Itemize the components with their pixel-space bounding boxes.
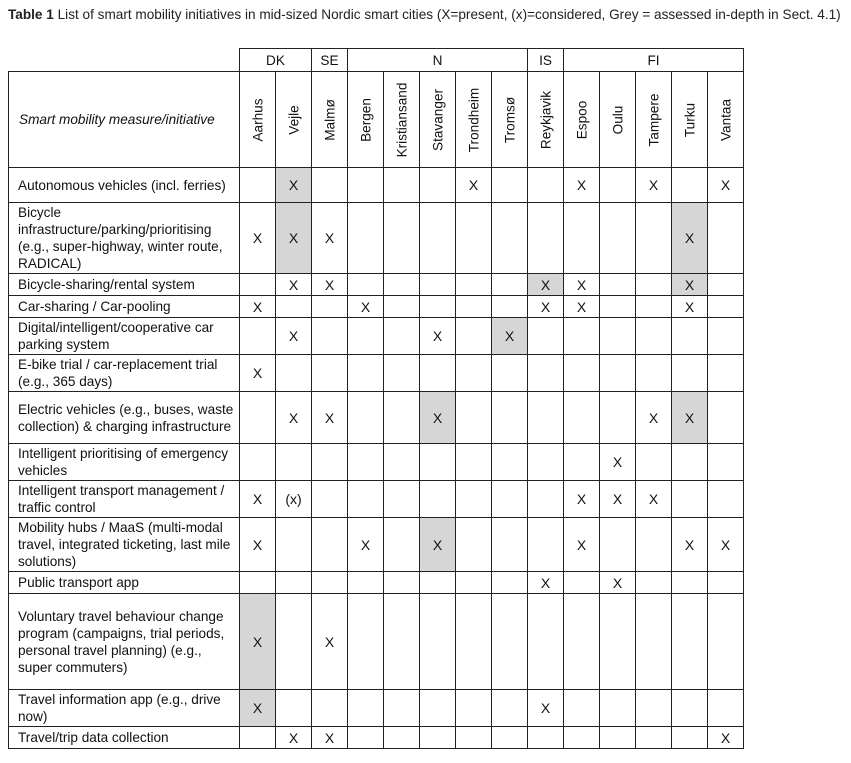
table-cell (600, 392, 636, 444)
table-cell (348, 355, 384, 392)
table-cell: X (672, 392, 708, 444)
table-cell (708, 203, 744, 274)
table-cell: (x) (276, 481, 312, 518)
table-cell (528, 203, 564, 274)
table-cell (636, 444, 672, 481)
table-cell (492, 355, 528, 392)
table-cell (420, 274, 456, 296)
table-cell (600, 355, 636, 392)
table-cell: X (528, 572, 564, 594)
table-cell: X (672, 274, 708, 296)
table-cell (456, 690, 492, 727)
table-cell (672, 572, 708, 594)
table-row (9, 481, 744, 518)
table-cell: X (420, 392, 456, 444)
table-cell: X (240, 594, 276, 690)
table-cell (384, 444, 420, 481)
table-cell (528, 594, 564, 690)
table-cell: X (276, 727, 312, 749)
table-cell (672, 355, 708, 392)
table-cell: X (276, 392, 312, 444)
table-number: Table 1 (8, 7, 54, 22)
table-cell (492, 594, 528, 690)
table-cell (636, 355, 672, 392)
table-cell (564, 203, 600, 274)
table-cell (492, 690, 528, 727)
table-cell (384, 355, 420, 392)
table-cell (240, 168, 276, 203)
measure-label: Travel/trip data collection (9, 727, 240, 749)
table-cell (636, 690, 672, 727)
table-row (9, 690, 744, 727)
city-header (456, 72, 492, 168)
table-cell (348, 727, 384, 749)
table-cell (384, 594, 420, 690)
table-cell: X (672, 203, 708, 274)
table-cell: X (528, 296, 564, 318)
table-cell: X (240, 518, 276, 572)
table-cell (276, 690, 312, 727)
table-row (9, 572, 744, 594)
table-cell (528, 444, 564, 481)
table-cell: X (456, 168, 492, 203)
city-name: Kristiansand (394, 82, 409, 157)
table-cell (312, 518, 348, 572)
table-cell (348, 274, 384, 296)
measure-label: Electric vehicles (e.g., buses, waste collection) & charging infrastructure (9, 392, 240, 444)
city-header (528, 72, 564, 168)
table-cell (528, 318, 564, 355)
caption-text: List of smart mobility initiatives in mid-sized Nordic smart cities (X=present, (x)=considered, Grey = assessed in-depth in Sect. 4.1) (53, 7, 841, 22)
table-cell (492, 203, 528, 274)
table-row (9, 444, 744, 481)
table-cell: X (672, 296, 708, 318)
city-name: Espoo (574, 100, 589, 139)
table-cell (312, 296, 348, 318)
measure-label: Voluntary travel behaviour change program (campaigns, trial periods, personal travel planning) (e.g., super commuters) (9, 594, 240, 690)
table-cell (420, 690, 456, 727)
table-cell (492, 392, 528, 444)
table-cell: X (276, 168, 312, 203)
table-cell (492, 727, 528, 749)
table-cell (312, 572, 348, 594)
table-cell (636, 727, 672, 749)
measure-label: Bicycle-sharing/rental system (9, 274, 240, 296)
table-cell (456, 203, 492, 274)
table-cell (420, 727, 456, 749)
table-cell (420, 168, 456, 203)
table-cell (348, 594, 384, 690)
table-cell (600, 690, 636, 727)
city-name: Bergen (358, 97, 373, 142)
table-cell: X (312, 727, 348, 749)
table-row (9, 355, 744, 392)
table-body (9, 168, 744, 749)
table-cell: X (564, 274, 600, 296)
table-cell: X (600, 444, 636, 481)
table-cell (492, 481, 528, 518)
country-header-is: IS (528, 49, 564, 72)
city-header (276, 72, 312, 168)
table-cell (636, 203, 672, 274)
table-cell (276, 594, 312, 690)
table-cell: X (636, 481, 672, 518)
table-cell (672, 444, 708, 481)
table-cell (276, 296, 312, 318)
table-caption (8, 6, 842, 24)
table-cell: X (240, 355, 276, 392)
table-cell: X (240, 481, 276, 518)
table-cell (348, 690, 384, 727)
city-name: Turku (682, 102, 697, 137)
table-cell: X (312, 203, 348, 274)
city-header (672, 72, 708, 168)
table-cell (456, 518, 492, 572)
city-header (564, 72, 600, 168)
table-row (9, 518, 744, 572)
country-header-row (9, 49, 744, 72)
table-cell: X (708, 727, 744, 749)
table-cell (276, 444, 312, 481)
city-header (384, 72, 420, 168)
table-cell: X (600, 572, 636, 594)
measure-label: Public transport app (9, 572, 240, 594)
measure-label: Autonomous vehicles (incl. ferries) (9, 168, 240, 203)
table-cell (456, 727, 492, 749)
table-cell: X (708, 518, 744, 572)
table-cell: X (564, 296, 600, 318)
table-cell (420, 296, 456, 318)
table-cell (492, 444, 528, 481)
table-cell (240, 392, 276, 444)
city-header (708, 72, 744, 168)
table-cell (240, 572, 276, 594)
table-cell (348, 572, 384, 594)
table-cell (348, 168, 384, 203)
table-cell (456, 318, 492, 355)
table-cell (240, 318, 276, 355)
table-cell (528, 481, 564, 518)
measure-column-header: Smart mobility measure/initiative (9, 72, 240, 168)
country-header-se: SE (312, 49, 348, 72)
table-cell (456, 274, 492, 296)
table-cell: X (564, 518, 600, 572)
table-cell (492, 572, 528, 594)
table-cell (564, 727, 600, 749)
table-cell: X (564, 168, 600, 203)
city-name: Reykjavik (538, 90, 553, 149)
table-cell (672, 168, 708, 203)
table-cell (348, 203, 384, 274)
table-cell (528, 355, 564, 392)
table-cell: X (564, 481, 600, 518)
table-cell: X (420, 318, 456, 355)
table-cell (600, 203, 636, 274)
table-row (9, 274, 744, 296)
table-cell (600, 168, 636, 203)
table-cell (708, 444, 744, 481)
table-cell (636, 518, 672, 572)
city-name: Vantaa (718, 98, 733, 141)
table-cell: X (492, 318, 528, 355)
smart-mobility-table (8, 48, 744, 749)
table-cell (708, 318, 744, 355)
table-cell (708, 690, 744, 727)
table-cell (240, 727, 276, 749)
table-cell (528, 518, 564, 572)
table-cell (672, 594, 708, 690)
table-cell (312, 690, 348, 727)
table-cell (420, 481, 456, 518)
table-cell (384, 727, 420, 749)
table-cell (600, 518, 636, 572)
measure-label: Car-sharing / Car-pooling (9, 296, 240, 318)
table-cell (240, 274, 276, 296)
table-cell (564, 690, 600, 727)
table-cell (420, 572, 456, 594)
table-cell (600, 594, 636, 690)
table-cell (456, 572, 492, 594)
table-cell (312, 444, 348, 481)
table-cell (384, 690, 420, 727)
table-cell (492, 296, 528, 318)
table-cell (528, 168, 564, 203)
table-cell (708, 274, 744, 296)
table-cell (456, 296, 492, 318)
city-header (420, 72, 456, 168)
city-name: Tampere (646, 93, 661, 146)
table-cell (636, 274, 672, 296)
table-cell: X (636, 168, 672, 203)
table-cell (492, 168, 528, 203)
table-row (9, 727, 744, 749)
table-cell: X (348, 296, 384, 318)
table-cell (384, 572, 420, 594)
table-cell (636, 296, 672, 318)
table-cell: X (276, 318, 312, 355)
table-cell: X (672, 518, 708, 572)
table-cell (492, 274, 528, 296)
table-row (9, 594, 744, 690)
table-cell (492, 518, 528, 572)
table-cell: X (312, 594, 348, 690)
table-cell: X (240, 296, 276, 318)
country-header-n: N (348, 49, 528, 72)
table-row (9, 203, 744, 274)
country-header-fi: FI (564, 49, 744, 72)
city-name: Trondheim (466, 87, 481, 152)
table-cell (312, 355, 348, 392)
table-cell (564, 572, 600, 594)
table-cell (636, 572, 672, 594)
table-cell (456, 355, 492, 392)
table-cell (348, 444, 384, 481)
city-name: Aarhus (250, 97, 265, 142)
table-cell (456, 594, 492, 690)
blank-corner-cell (9, 49, 240, 72)
city-header-row (9, 72, 744, 168)
table-cell (384, 296, 420, 318)
table-cell: X (600, 481, 636, 518)
table-cell (384, 168, 420, 203)
table-row (9, 296, 744, 318)
table-cell (708, 392, 744, 444)
table-cell: X (276, 203, 312, 274)
table-cell: X (420, 518, 456, 572)
table-cell (456, 392, 492, 444)
city-header (636, 72, 672, 168)
table-cell (672, 481, 708, 518)
table-cell: X (312, 274, 348, 296)
table-cell: X (276, 274, 312, 296)
measure-label: E-bike trial / car-replacement trial (e.g., 365 days) (9, 355, 240, 392)
table-cell (564, 355, 600, 392)
table-cell (420, 444, 456, 481)
table-cell (564, 444, 600, 481)
table-cell (708, 481, 744, 518)
table-cell (420, 203, 456, 274)
city-header (240, 72, 276, 168)
table-cell: X (636, 392, 672, 444)
table-cell (312, 318, 348, 355)
table-row (9, 318, 744, 355)
table-cell (384, 318, 420, 355)
measure-label: Digital/intelligent/cooperative car parking system (9, 318, 240, 355)
table-cell (672, 690, 708, 727)
city-header (312, 72, 348, 168)
table-cell (384, 203, 420, 274)
table-cell (636, 318, 672, 355)
city-name: Vejle (286, 104, 301, 135)
table-cell (672, 318, 708, 355)
table-cell (348, 392, 384, 444)
table-cell (420, 355, 456, 392)
table-cell (456, 481, 492, 518)
table-cell (636, 594, 672, 690)
table-row (9, 168, 744, 203)
table-cell (456, 444, 492, 481)
table-cell (708, 572, 744, 594)
table-cell (312, 168, 348, 203)
table-cell (600, 296, 636, 318)
measure-label: Intelligent prioritising of emergency vehicles (9, 444, 240, 481)
measure-label: Bicycle infrastructure/parking/prioritising (e.g., super-highway, winter route, RADICAL) (9, 203, 240, 274)
table-cell (240, 444, 276, 481)
country-header-dk: DK (240, 49, 312, 72)
table-cell (564, 594, 600, 690)
city-name: Tromsø (502, 96, 517, 143)
city-name: Oulu (610, 105, 625, 134)
table-cell (564, 392, 600, 444)
table-cell (384, 481, 420, 518)
table-cell: X (240, 203, 276, 274)
table-cell (384, 392, 420, 444)
table-cell (528, 392, 564, 444)
city-name: Malmø (322, 98, 337, 141)
city-name: Stavanger (430, 88, 445, 151)
table-cell: X (528, 274, 564, 296)
table-cell: X (348, 518, 384, 572)
table-cell (708, 355, 744, 392)
table-cell (384, 274, 420, 296)
table-cell (600, 318, 636, 355)
table-cell (420, 594, 456, 690)
city-header (492, 72, 528, 168)
table-cell (708, 296, 744, 318)
table-cell (672, 727, 708, 749)
table-cell (276, 355, 312, 392)
table-cell (276, 518, 312, 572)
city-header (348, 72, 384, 168)
table-cell: X (708, 168, 744, 203)
table-cell (348, 481, 384, 518)
measure-label: Intelligent transport management / traffic control (9, 481, 240, 518)
table-cell (384, 518, 420, 572)
table-cell (708, 594, 744, 690)
table-cell (348, 318, 384, 355)
table-cell (528, 727, 564, 749)
city-header (600, 72, 636, 168)
table-cell (600, 727, 636, 749)
table-cell (564, 318, 600, 355)
table-cell (600, 274, 636, 296)
table-cell: X (312, 392, 348, 444)
measure-label: Travel information app (e.g., drive now) (9, 690, 240, 727)
measure-label: Mobility hubs / MaaS (multi-modal travel, integrated ticketing, last mile solutions) (9, 518, 240, 572)
table-row (9, 392, 744, 444)
table-cell: X (528, 690, 564, 727)
table-cell (276, 572, 312, 594)
table-cell (312, 481, 348, 518)
table-cell: X (240, 690, 276, 727)
